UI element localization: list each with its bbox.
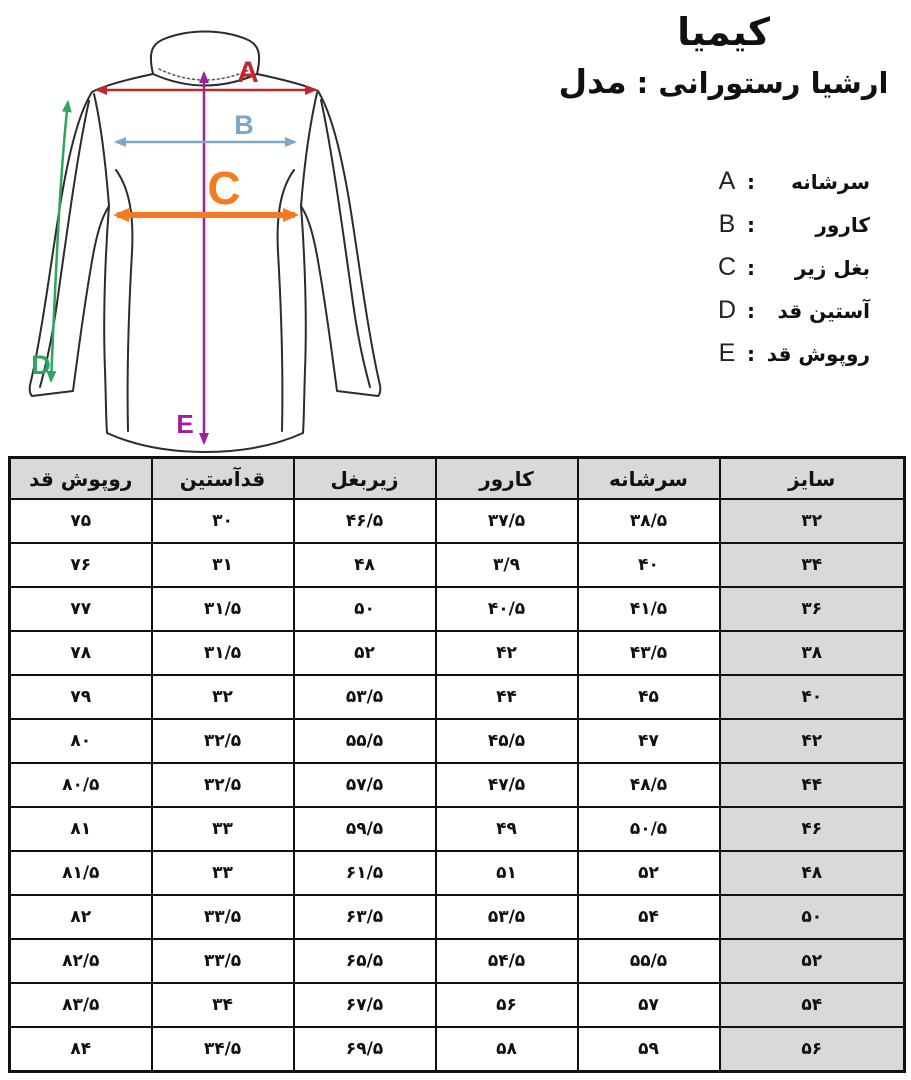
- legend-item-d: [714, 289, 870, 332]
- column-header: قدآستین: [152, 458, 294, 500]
- measure-cell: ۳۱: [152, 543, 294, 587]
- measure-cell: ۳۲: [152, 675, 294, 719]
- measure-cell: ۵۰: [294, 587, 436, 631]
- legend-letter: E: [718, 339, 736, 367]
- measure-cell: ۵۱: [436, 851, 578, 895]
- measure-cell: ۴۷: [578, 719, 720, 763]
- size-cell: ۵۴: [720, 983, 905, 1027]
- legend-item-e: [714, 332, 870, 375]
- measure-cell: ۸۲: [10, 895, 152, 939]
- measure-cell: ۳۳: [152, 851, 294, 895]
- measure-cell: ۷۶: [10, 543, 152, 587]
- measure-cell: ۴۰/۵: [436, 587, 578, 631]
- legend-colon: :: [747, 212, 755, 237]
- legend-colon: :: [747, 298, 755, 323]
- size-cell: ۴۴: [720, 763, 905, 807]
- measure-cell: ۳۴: [152, 983, 294, 1027]
- table-row: [10, 939, 905, 983]
- size-cell: ۳۸: [720, 631, 905, 675]
- measure-cell: ۶۷/۵: [294, 983, 436, 1027]
- measure-cell: ۴۸: [294, 543, 436, 587]
- legend-letter: A: [718, 167, 736, 195]
- measure-cell: ۳۳/۵: [152, 939, 294, 983]
- model-name: : رستورانی‎ ارشیا: [636, 65, 889, 100]
- measure-cell: ۷۵: [10, 499, 152, 543]
- measure-cell: ۳۰: [152, 499, 294, 543]
- legend-colon: :: [747, 341, 755, 366]
- table-row: [10, 807, 905, 851]
- header-row: [10, 458, 905, 500]
- table-row: [10, 719, 905, 763]
- measure-cell: ۴۷/۵: [436, 763, 578, 807]
- measure-label-a: A: [237, 56, 259, 89]
- measure-cell: ۵۰/۵: [578, 807, 720, 851]
- legend-letter: C: [717, 253, 737, 281]
- size-cell: ۵۶: [720, 1027, 905, 1072]
- measure-cell: ۴۴: [436, 675, 578, 719]
- measure-cell: ۴۰: [578, 543, 720, 587]
- measure-cell: ۳/۹: [436, 543, 578, 587]
- size-cell: ۳۴: [720, 543, 905, 587]
- measure-cell: ۴۵/۵: [436, 719, 578, 763]
- measurement-legend: [714, 160, 870, 375]
- measure-cell: ۳۲/۵: [152, 719, 294, 763]
- measure-cell: ۸۱/۵: [10, 851, 152, 895]
- measure-cell: ۵۸: [436, 1027, 578, 1072]
- legend-letter: D: [717, 296, 737, 324]
- legend-colon: :: [747, 255, 755, 280]
- measure-cell: ۵۴/۵: [436, 939, 578, 983]
- measure-cell: ۶۵/۵: [294, 939, 436, 983]
- legend-label: زیر‎ بغل: [794, 255, 870, 280]
- brand-title: کیمیا: [677, 10, 770, 54]
- measure-label-d: D: [31, 350, 51, 380]
- model-label: مدل: [558, 61, 627, 101]
- measure-cell: ۷۹: [10, 675, 152, 719]
- column-header: سرشانه: [578, 458, 720, 500]
- measure-cell: ۸۰: [10, 719, 152, 763]
- column-header: کارور: [436, 458, 578, 500]
- legend-label: قد‎ روپوش: [766, 341, 870, 366]
- measure-cell: ۴۹: [436, 807, 578, 851]
- table-row: [10, 895, 905, 939]
- measure-cell: ۵۵/۵: [578, 939, 720, 983]
- measure-label-b: B: [234, 110, 254, 140]
- size-table-header: [10, 458, 905, 500]
- table-row: [10, 631, 905, 675]
- size-cell: ۵۰: [720, 895, 905, 939]
- measure-cell: ۸۳/۵: [10, 983, 152, 1027]
- measure-cell: ۴۶/۵: [294, 499, 436, 543]
- measure-cell: ۳۷/۵: [436, 499, 578, 543]
- measure-cell: ۳۱/۵: [152, 631, 294, 675]
- table-row: [10, 543, 905, 587]
- column-header: قد‎ روپوش: [10, 458, 152, 500]
- measure-cell: ۶۳/۵: [294, 895, 436, 939]
- measure-cell: ۵۹/۵: [294, 807, 436, 851]
- measure-cell: ۵۹: [578, 1027, 720, 1072]
- size-cell: ۴۶: [720, 807, 905, 851]
- measure-cell: ۵۳/۵: [294, 675, 436, 719]
- legend-label: کارور: [815, 212, 870, 237]
- measure-cell: ۳۳/۵: [152, 895, 294, 939]
- table-row: [10, 499, 905, 543]
- garment-diagram: [0, 0, 430, 456]
- legend-label: قد‎ آستین: [777, 298, 870, 323]
- measure-cell: ۴۵: [578, 675, 720, 719]
- measure-cell: ۳۱/۵: [152, 587, 294, 631]
- table-row: [10, 675, 905, 719]
- measure-cell: ۷۷: [10, 587, 152, 631]
- measure-cell: ۵۷: [578, 983, 720, 1027]
- legend-colon: :: [747, 169, 755, 194]
- measure-cell: ۶۹/۵: [294, 1027, 436, 1072]
- size-cell: ۳۶: [720, 587, 905, 631]
- size-cell: ۴۲: [720, 719, 905, 763]
- column-header: زیربغل: [294, 458, 436, 500]
- measure-cell: ۴۱/۵: [578, 587, 720, 631]
- measure-cell: ۳۲/۵: [152, 763, 294, 807]
- size-cell: ۴۰: [720, 675, 905, 719]
- measure-cell: ۵۴: [578, 895, 720, 939]
- measure-cell: ۶۱/۵: [294, 851, 436, 895]
- measure-cell: ۸۰/۵: [10, 763, 152, 807]
- title-block: [540, 10, 907, 101]
- model-title: [540, 62, 907, 101]
- table-row: [10, 1027, 905, 1072]
- legend-item-b: [714, 203, 870, 246]
- measure-cell: ۴۳/۵: [578, 631, 720, 675]
- measure-cell: ۳۳: [152, 807, 294, 851]
- measure-cell: ۵۶: [436, 983, 578, 1027]
- measure-cell: ۴۸/۵: [578, 763, 720, 807]
- column-header: سایز: [720, 458, 905, 500]
- measure-cell: ۸۲/۵: [10, 939, 152, 983]
- table-row: [10, 587, 905, 631]
- measure-cell: ۳۸/۵: [578, 499, 720, 543]
- size-cell: ۵۲: [720, 939, 905, 983]
- size-cell: ۳۲: [720, 499, 905, 543]
- table-row: [10, 983, 905, 1027]
- measure-label-e: E: [176, 409, 194, 439]
- table-row: [10, 851, 905, 895]
- table-row: [10, 763, 905, 807]
- legend-label: سرشانه: [791, 169, 870, 194]
- measure-cell: ۵۲: [294, 631, 436, 675]
- size-table: [8, 456, 906, 1073]
- legend-item-c: [714, 246, 870, 289]
- measure-cell: ۸۴: [10, 1027, 152, 1072]
- measure-cell: ۸۱: [10, 807, 152, 851]
- measure-cell: ۳۴/۵: [152, 1027, 294, 1072]
- measure-cell: ۴۲: [436, 631, 578, 675]
- measure-cell: ۵۳/۵: [436, 895, 578, 939]
- legend-item-a: [714, 160, 870, 203]
- measure-cell: ۷۸: [10, 631, 152, 675]
- top-section: [0, 0, 911, 456]
- size-table-body: [10, 499, 905, 1072]
- legend-letter: B: [718, 210, 736, 238]
- size-cell: ۴۸: [720, 851, 905, 895]
- measure-cell: ۵۷/۵: [294, 763, 436, 807]
- measure-cell: ۵۲: [578, 851, 720, 895]
- measure-label-c: C: [207, 162, 241, 214]
- measure-cell: ۵۵/۵: [294, 719, 436, 763]
